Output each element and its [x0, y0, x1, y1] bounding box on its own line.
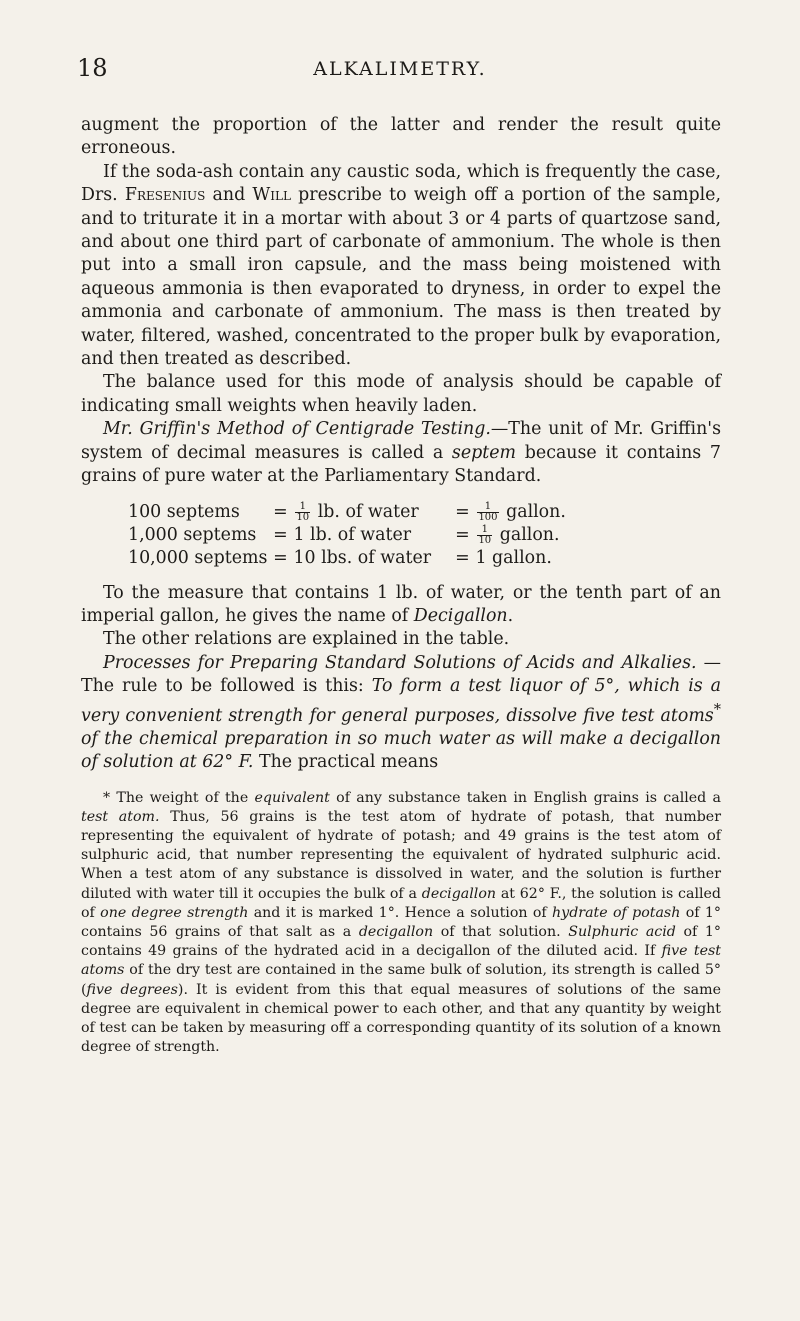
page-body — [81, 114, 721, 1057]
table-row — [128, 547, 566, 570]
fraction: $\frac{1}{10}$ — [296, 500, 310, 523]
footnote-marker: * — [713, 701, 721, 718]
paragraph-2: If the soda-ash contain any caustic soda, which is frequently the case, Drs. Fresenius and Will prescribe to weigh off a portion of the sample, and to triturate it in a mortar with about 3 or 4 parts of quartzose sand, and about one third part of carbonate of ammonium. The whole is then put into a small iron capsule, and the mass being moistened with aqueous ammonia is then evaporated to dryness, in order to expel the ammonia and carbonate of ammonium. The mass is then treated by water, filtered, washed, concentrated to the proper bulk by evaporation, and then treated as described. — [81, 161, 721, 370]
footnote — [81, 789, 721, 1058]
fraction: $\frac{1}{100}$ — [478, 500, 498, 523]
equals-sign: = — [455, 501, 470, 522]
equals-sign: = — [455, 547, 470, 568]
pounds-cell: $\frac{1}{10}$ lb. of water — [296, 500, 419, 523]
paragraph-6: The other relations are explained in the table. — [103, 629, 510, 650]
table-row — [128, 501, 566, 524]
gallons-cell: $\frac{1}{100}$ gallon. — [478, 500, 566, 523]
fraction: $\frac{1}{10}$ — [478, 523, 492, 546]
running-head: ALKALIMETRY. — [313, 58, 487, 80]
paragraph-3: The balance used for this mode of analysis should be capable of indicating small weights when heavily laden. — [81, 372, 721, 416]
gallons-cell: 1 gallon. — [475, 547, 552, 568]
paragraph-7: Processes for Preparing Standard Solutions of Acids and Alkalies. —The rule to be followed is this: To form a test liquor of 5°, which is a very convenient strength for general purposes, dissolve five test atoms* of the chemical preparation in so much water as will make a decigallon of solution at 62° F. The practical means — [81, 652, 721, 773]
author-will: Will — [252, 185, 291, 206]
pounds-cell: 10 lbs. of water — [293, 547, 432, 568]
paragraph-4: Mr. Griffin's Method of Centigrade Testing.—The unit of Mr. Griffin's system of decimal measures is called a septem because it contains 7 grains of pure water at the Parliamentary Standard. — [81, 419, 721, 487]
septems-cell: 100 septems — [128, 501, 240, 522]
equals-sign: = — [455, 524, 470, 545]
equals-sign: = — [273, 524, 288, 545]
rule-text-continued: of the chemical preparation in so much water as will make a decigallon of solution at 62° F. — [81, 728, 721, 773]
footnote-text: * The weight of the equivalent of any substance taken in English grains is called a test atom. Thus, 56 grains is the test atom of hydrate of potash, that number representing the equivalent of hydrate of potash; and 49 grains is the test atom of sulphuric acid, that number representing the equivalent of hydrated sulphuric acid. When a test atom of any substance is dissolved in water, and the solution is further diluted with water till it occupies the bulk of a decigallon at 62° F., the solution is called of one degree strength and it is marked 1°. Hence a solution of hydrate of potash of 1° contains 56 grains of that salt as a decigallon of that solution. Sulphuric acid of 1° contains 49 grains of the hydrated acid in a decigallon of the diluted acid. If five test atoms of the dry test are contained in the same bulk of solution, its strength is called 5° (five degrees). It is evident from this that equal measures of solutions of the same degree are equivalent in chemical power to each other, and that any quantity by weight of test can be taken by measuring off a corresponding quantity of its solution of a known degree of strength. — [81, 789, 722, 1056]
author-fresenius: Fresenius — [124, 185, 206, 206]
page-number: 18 — [77, 54, 108, 82]
section-title-processes: Processes for Preparing Standard Solutions of Acids and Alkalies. — [103, 652, 697, 673]
septems-cell: 10,000 septems — [128, 547, 268, 568]
term-septem: septem — [451, 442, 517, 463]
septems-cell: 1,000 septems — [128, 524, 257, 545]
rule-text: To form a test liquor of 5°, which is a very convenient strength for general purposes, dissolve five test atoms — [81, 676, 721, 726]
page-header — [77, 54, 723, 84]
term-decigallon: Decigallon — [413, 605, 508, 626]
table-row — [128, 524, 566, 547]
pounds-cell: 1 lb. of water — [293, 524, 412, 545]
section-title-griffin: Mr. Griffin's Method of Centigrade Testing. — [103, 419, 491, 440]
septem-table — [128, 501, 566, 570]
equals-sign: = — [273, 501, 288, 522]
gallons-cell: $\frac{1}{10}$ gallon. — [478, 523, 560, 546]
equals-sign: = — [273, 547, 288, 568]
paragraph-1: augment the proportion of the latter and render the result quite erroneous. — [81, 115, 721, 159]
paragraph-5: To the measure that contains 1 lb. of water, or the tenth part of an imperial gallon, he gives the name of Decigallon. — [81, 582, 721, 626]
